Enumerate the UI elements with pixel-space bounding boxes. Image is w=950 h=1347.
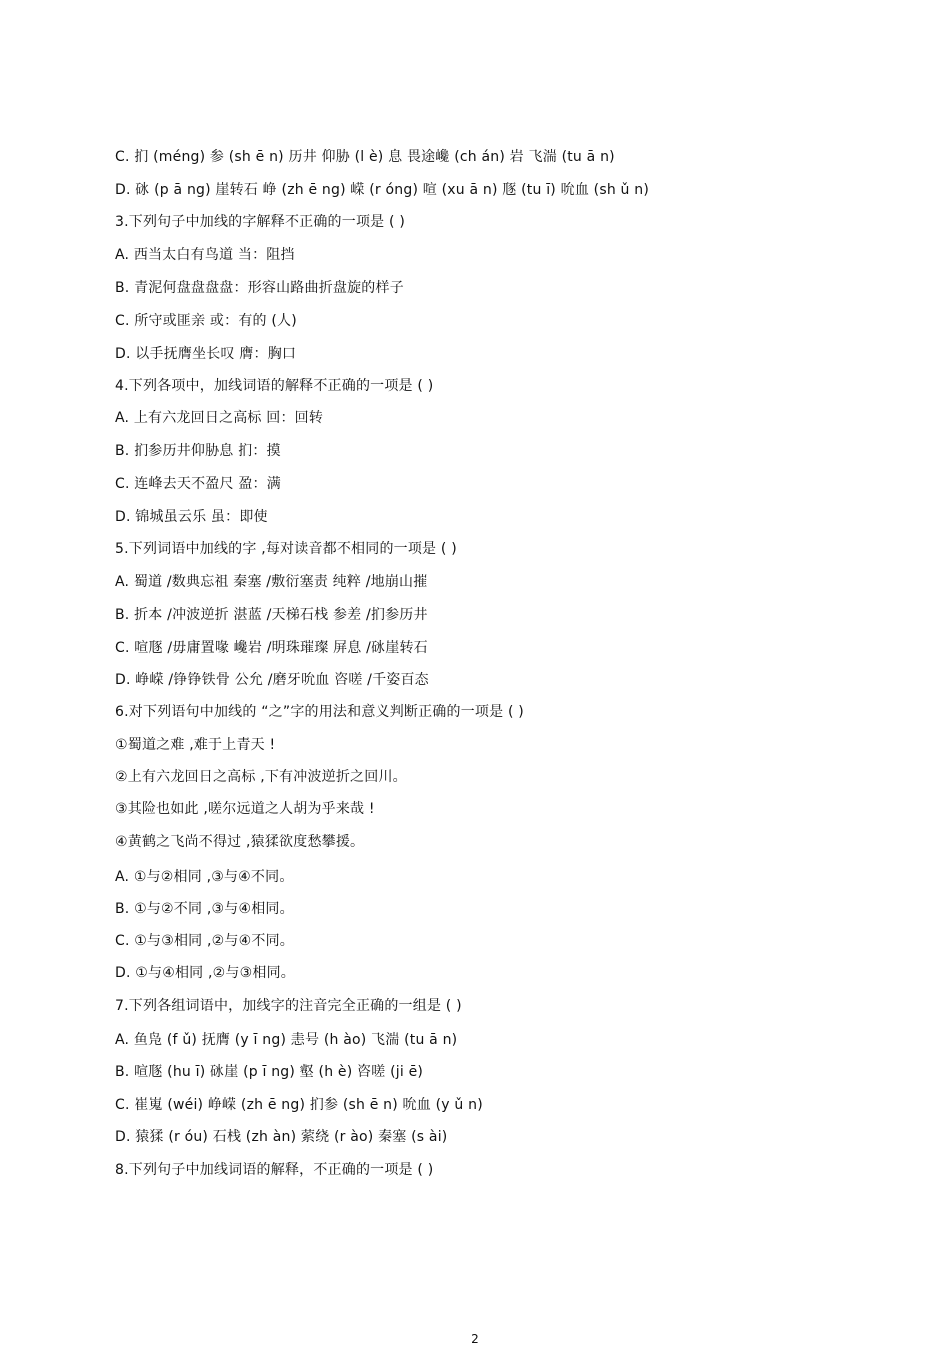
option-line: A. 上有六龙回日之高标 回：回转: [115, 410, 324, 426]
sentence-line: ③其险也如此 ,嗟尔远道之人胡为乎来哉 !: [115, 801, 375, 817]
question-line: 4.下列各项中，加线词语的解释不正确的一项是 ( ): [115, 378, 434, 394]
question-line: 5.下列词语中加线的字 ,每对读音都不相同的一项是 ( ): [115, 541, 457, 557]
option-line: C. ①与③相同 ,②与④不同。: [115, 933, 294, 949]
option-line: B. 扪参历井仰胁息 扪：摸: [115, 443, 281, 459]
option-line: D. 锦城虽云乐 虽：即使: [115, 509, 268, 525]
option-line: A. ①与②相同 ,③与④不同。: [115, 869, 294, 885]
option-line: B. ①与②不同 ,③与④相同。: [115, 901, 294, 917]
option-line: A. 鱼凫 (f ǔ) 抚膺 (y ī ng) 恚号 (h ào) 飞湍 (tu ā n): [115, 1032, 458, 1048]
option-line: A. 西当太白有鸟道 当：阻挡: [115, 247, 295, 263]
question-line: 8.下列句子中加线词语的解释，不正确的一项是 ( ): [115, 1162, 434, 1178]
option-line: B. 折本 /冲波逆折 湛蓝 /天梯石栈 参差 /扪参历井: [115, 607, 428, 623]
sentence-line: ④黄鹤之飞尚不得过 ,猿猱欲度愁攀援。: [115, 834, 365, 850]
page-number: 2: [471, 1332, 479, 1346]
option-line: D. 猿猱 (r óu) 石栈 (zh àn) 萦绕 (r ào) 秦塞 (s ài): [115, 1129, 448, 1145]
question-line: 7.下列各组词语中，加线字的注音完全正确的一组是 ( ): [115, 998, 462, 1014]
option-line: C. 扪 (méng) 参 (sh ē n) 历井 仰胁 (l è) 息 畏途巉 (ch án) 岩 飞湍 (tu ā n): [115, 149, 615, 165]
option-line: D. ①与④相同 ,②与③相同。: [115, 965, 295, 981]
option-line: D. 砯 (p ā ng) 崖转石 峥 (zh ē ng) 嵘 (r óng) 喧 (xu ā n) 豗 (tu ī) 吮血 (sh ǔ n): [115, 182, 650, 198]
option-line: C. 喧豗 /毋庸置喙 巉岩 /明珠璀璨 屏息 /砯崖转石: [115, 640, 428, 656]
option-line: D. 峥嵘 /铮铮铁骨 公允 /磨牙吮血 咨嗟 /千姿百态: [115, 672, 429, 688]
option-line: A. 蜀道 /数典忘祖 秦塞 /敷衍塞责 纯粹 /地崩山摧: [115, 574, 428, 590]
option-line: C. 所守或匪亲 或：有的 (人): [115, 313, 297, 329]
sentence-line: ②上有六龙回日之高标 ,下有冲波逆折之回川。: [115, 769, 407, 785]
option-line: C. 连峰去天不盈尺 盈：满: [115, 476, 281, 492]
option-line: C. 崔嵬 (wéi) 峥嵘 (zh ē ng) 扪参 (sh ē n) 吮血 (y ǔ n): [115, 1097, 483, 1113]
option-line: B. 青泥何盘盘盘盘：形容山路曲折盘旋的样子: [115, 280, 404, 296]
option-line: D. 以手抚膺坐长叹 膺：胸口: [115, 346, 297, 362]
sentence-line: ①蜀道之难 ,难于上青天 !: [115, 737, 276, 753]
option-line: B. 喧豗 (hu ī) 砯崖 (p ī ng) 壑 (h è) 咨嗟 (ji ē): [115, 1064, 424, 1080]
question-line: 3.下列句子中加线的字解释不正确的一项是 ( ): [115, 214, 405, 230]
question-line: 6.对下列语句中加线的 “之”字的用法和意义判断正确的一项是 ( ): [115, 704, 524, 720]
